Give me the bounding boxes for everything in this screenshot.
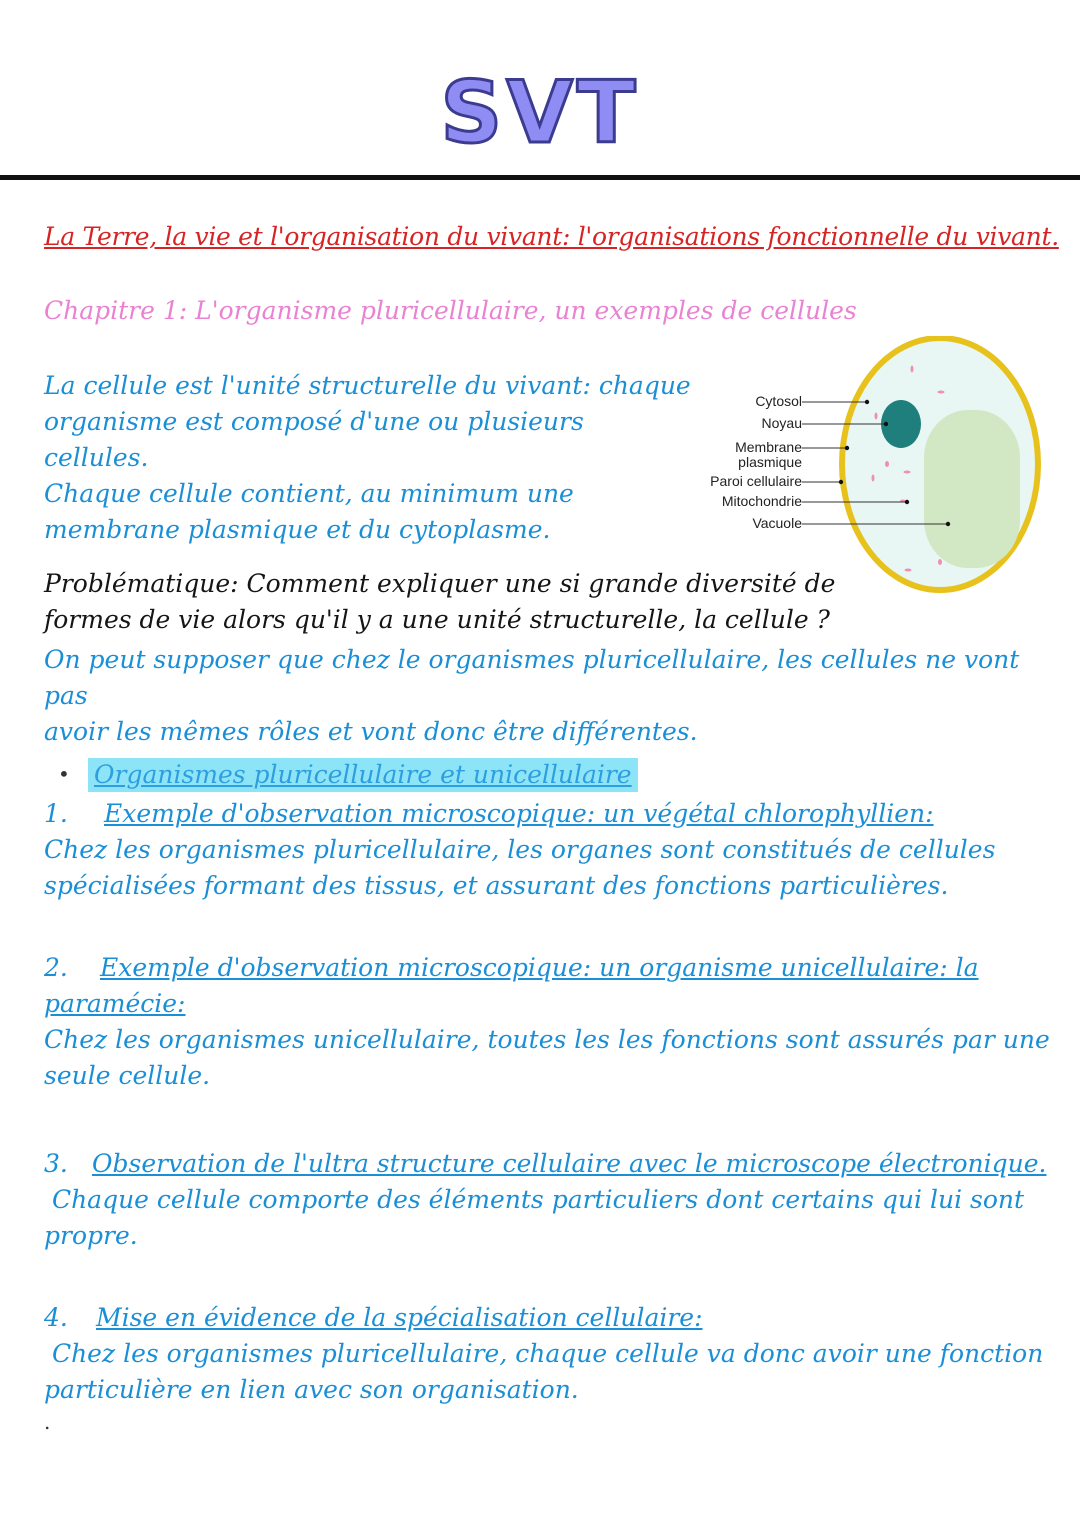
item-title: Mise en évidence de la spécialisation cellulaire:	[96, 1303, 703, 1332]
item-title: Exemple d'observation microscopique: un organisme unicellulaire: la	[100, 953, 979, 982]
intro-paragraph	[44, 368, 694, 548]
hypothesis-line: avoir les mêmes rôles et vont donc être différentes.	[44, 717, 698, 746]
item-body-line: Chez les organismes pluricellulaire, chaque cellule va donc avoir une fonction	[44, 1339, 1044, 1368]
intro-line: membrane plasmique et du cytoplasme.	[44, 515, 551, 544]
label-plasmique: plasmique	[738, 454, 802, 470]
problematique-line: formes de vie alors qu'il y a une unité structurelle, la cellule ?	[44, 605, 830, 634]
item-number: 4.	[44, 1303, 68, 1332]
item-4	[44, 1300, 1054, 1408]
item-heading	[44, 1300, 1054, 1336]
problematique-line: Problématique: Comment expliquer une si grande diversité de	[44, 569, 836, 598]
item-title: Exemple d'observation microscopique: un végétal chlorophyllien:	[104, 799, 934, 828]
label-cytosol: Cytosol	[755, 393, 802, 409]
hypothesis-line: On peut supposer que chez le organismes pluricellulaire, les cellules ne vont pas	[44, 645, 1020, 710]
title-divider	[0, 175, 1080, 180]
item-body-line: seule cellule.	[44, 1061, 211, 1090]
item-2	[44, 950, 1054, 1094]
item-body-line: particulière en lien avec son organisation.	[44, 1375, 579, 1404]
item-number: 2.	[44, 953, 68, 982]
intro-line: La cellule est l'unité structurelle du vivant: chaque	[44, 371, 691, 400]
item-1	[44, 796, 1054, 904]
intro-line: organisme est composé d'une ou plusieurs cellules.	[44, 407, 584, 472]
item-body-line: Chez les organismes pluricellulaire, les organes sont constitués de cellules	[44, 835, 996, 864]
item-body-line: Chaque cellule comporte des éléments particuliers dont certains qui lui sont	[44, 1185, 1025, 1214]
problematique	[44, 566, 1044, 638]
label-membrane: Membrane	[735, 439, 802, 455]
item-title: Observation de l'ultra structure cellulaire avec le microscope électronique.	[92, 1149, 1047, 1178]
cell-diagram	[690, 336, 1060, 596]
section-bullet: •	[58, 762, 70, 786]
item-heading	[44, 1146, 1054, 1182]
label-noyau: Noyau	[761, 415, 802, 431]
item-heading	[44, 796, 1054, 832]
item-3	[44, 1146, 1054, 1254]
end-bullet: .	[44, 1410, 51, 1434]
item-number: 1.	[44, 799, 68, 828]
item-title-continued: paramécie:	[44, 989, 186, 1018]
section-heading: Organismes pluricellulaire et unicellulaire	[88, 758, 638, 792]
page-title: SVT	[440, 63, 640, 163]
item-body-line: spécialisées formant des tissus, et assurant des fonctions particulières.	[44, 871, 949, 900]
item-body-line: propre.	[44, 1221, 138, 1250]
label-mitochondrie: Mitochondrie	[721, 493, 802, 509]
hypothesis	[44, 642, 1054, 750]
chapter-heading: Chapitre 1: L'organisme pluricellulaire, un exemples de cellules	[44, 296, 857, 325]
intro-line: Chaque cellule contient, au minimum une	[44, 479, 574, 508]
item-heading	[44, 950, 1054, 986]
vacuole-shape	[924, 410, 1020, 568]
theme-heading: La Terre, la vie et l'organisation du vivant: l'organisations fonctionnelle du vivant.	[44, 222, 1059, 251]
label-vacuole: Vacuole	[752, 515, 802, 531]
label-paroi: Paroi cellulaire	[710, 473, 802, 489]
item-body-line: Chez les organismes unicellulaire, toutes les les fonctions sont assurés par une	[44, 1025, 1050, 1054]
item-number: 3.	[44, 1149, 68, 1178]
